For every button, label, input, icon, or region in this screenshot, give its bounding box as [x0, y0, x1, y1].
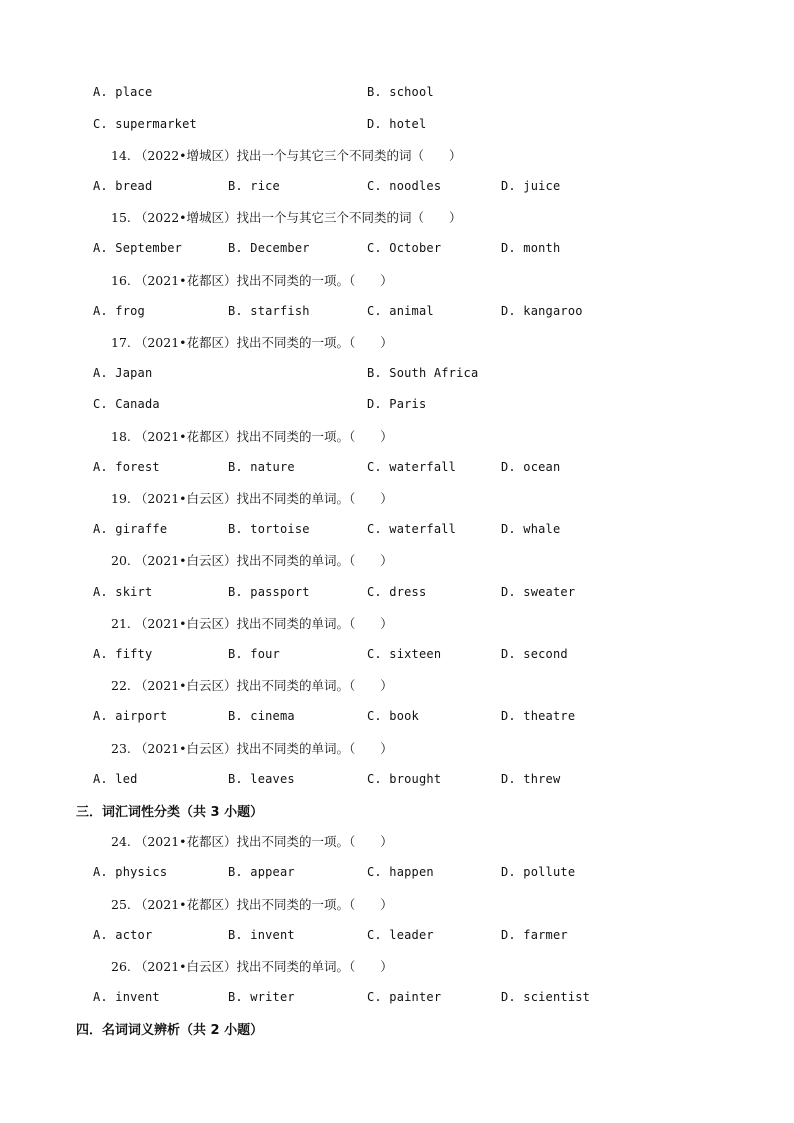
- q20-option-a: A. skirt: [93, 585, 153, 599]
- q20-stem: 20. （2021•白云区）找出不同类的单词。（ ）: [111, 553, 393, 568]
- q16-option-c: C. animal: [367, 304, 434, 318]
- q17-option-d: D. Paris: [367, 397, 427, 411]
- q20-option-b: B. passport: [228, 585, 310, 599]
- q17-stem: 17. （2021•花都区）找出不同类的一项。（ ）: [111, 335, 393, 350]
- q14-option-b: B. rice: [228, 179, 280, 193]
- q18-option-c: C. waterfall: [367, 460, 457, 474]
- q14-option-a: A. bread: [93, 179, 153, 193]
- q23-option-d: D. threw: [501, 772, 561, 786]
- q25-option-d: D. farmer: [501, 928, 568, 942]
- q25-stem: 25. （2021•花都区）找出不同类的一项。（ ）: [111, 897, 393, 912]
- q19-stem: 19. （2021•白云区）找出不同类的单词。（ ）: [111, 491, 393, 506]
- q19-option-d: D. whale: [501, 522, 561, 536]
- q21-option-b: B. four: [228, 647, 280, 661]
- q20-option-d: D. sweater: [501, 585, 576, 599]
- q22-option-d: D. theatre: [501, 709, 576, 723]
- q25-option-c: C. leader: [367, 928, 434, 942]
- q14-option-c: C. noodles: [367, 179, 442, 193]
- q15-option-c: C. October: [367, 241, 442, 255]
- q26-option-d: D. scientist: [501, 990, 591, 1004]
- q23-option-a: A. led: [93, 772, 138, 786]
- q25-option-a: A. actor: [93, 928, 153, 942]
- q21-stem: 21. （2021•白云区）找出不同类的单词。（ ）: [111, 616, 393, 631]
- q16-stem: 16. （2021•花都区）找出不同类的一项。（ ）: [111, 273, 393, 288]
- q21-option-d: D. second: [501, 647, 568, 661]
- q16-option-b: B. starfish: [228, 304, 310, 318]
- q19-option-a: A. giraffe: [93, 522, 168, 536]
- q24-option-c: C. happen: [367, 865, 434, 879]
- q14-stem: 14. （2022•增城区）找出一个与其它三个不同类的词（ ）: [111, 148, 462, 163]
- section-heading-3: 三．词汇词性分类（共 3 小题）: [76, 805, 264, 820]
- q15-option-b: B. December: [228, 241, 310, 255]
- q13-option-b: B. school: [367, 85, 434, 99]
- q21-option-a: A. fifty: [93, 647, 153, 661]
- q22-option-c: C. book: [367, 709, 419, 723]
- q22-option-b: B. cinema: [228, 709, 295, 723]
- q15-stem: 15. （2022•增城区）找出一个与其它三个不同类的词（ ）: [111, 210, 462, 225]
- section-heading-4: 四．名词词义辨析（共 2 小题）: [76, 1023, 264, 1038]
- q23-option-b: B. leaves: [228, 772, 295, 786]
- q26-option-b: B. writer: [228, 990, 295, 1004]
- q20-option-c: C. dress: [367, 585, 427, 599]
- q26-option-c: C. painter: [367, 990, 442, 1004]
- q22-stem: 22. （2021•白云区）找出不同类的单词。（ ）: [111, 678, 393, 693]
- q13-option-c: C. supermarket: [93, 117, 197, 131]
- q19-option-c: C. waterfall: [367, 522, 457, 536]
- q17-option-c: C. Canada: [93, 397, 160, 411]
- q17-option-a: A. Japan: [93, 366, 153, 380]
- q18-option-a: A. forest: [93, 460, 160, 474]
- q15-option-a: A. September: [93, 241, 183, 255]
- q23-option-c: C. brought: [367, 772, 442, 786]
- q25-option-b: B. invent: [228, 928, 295, 942]
- q19-option-b: B. tortoise: [228, 522, 310, 536]
- q16-option-a: A. frog: [93, 304, 145, 318]
- q13-option-d: D. hotel: [367, 117, 427, 131]
- q23-stem: 23. （2021•白云区）找出不同类的单词。（ ）: [111, 741, 393, 756]
- q18-option-d: D. ocean: [501, 460, 561, 474]
- q26-option-a: A. invent: [93, 990, 160, 1004]
- q14-option-d: D. juice: [501, 179, 561, 193]
- q22-option-a: A. airport: [93, 709, 168, 723]
- q18-option-b: B. nature: [228, 460, 295, 474]
- q26-stem: 26. （2021•白云区）找出不同类的单词。（ ）: [111, 959, 393, 974]
- q24-stem: 24. （2021•花都区）找出不同类的一项。（ ）: [111, 834, 393, 849]
- q24-option-d: D. pollute: [501, 865, 576, 879]
- q18-stem: 18. （2021•花都区）找出不同类的一项。（ ）: [111, 429, 393, 444]
- q15-option-d: D. month: [501, 241, 561, 255]
- q16-option-d: D. kangaroo: [501, 304, 583, 318]
- q24-option-b: B. appear: [228, 865, 295, 879]
- q24-option-a: A. physics: [93, 865, 168, 879]
- q13-option-a: A. place: [93, 85, 153, 99]
- q17-option-b: B. South Africa: [367, 366, 479, 380]
- q21-option-c: C. sixteen: [367, 647, 442, 661]
